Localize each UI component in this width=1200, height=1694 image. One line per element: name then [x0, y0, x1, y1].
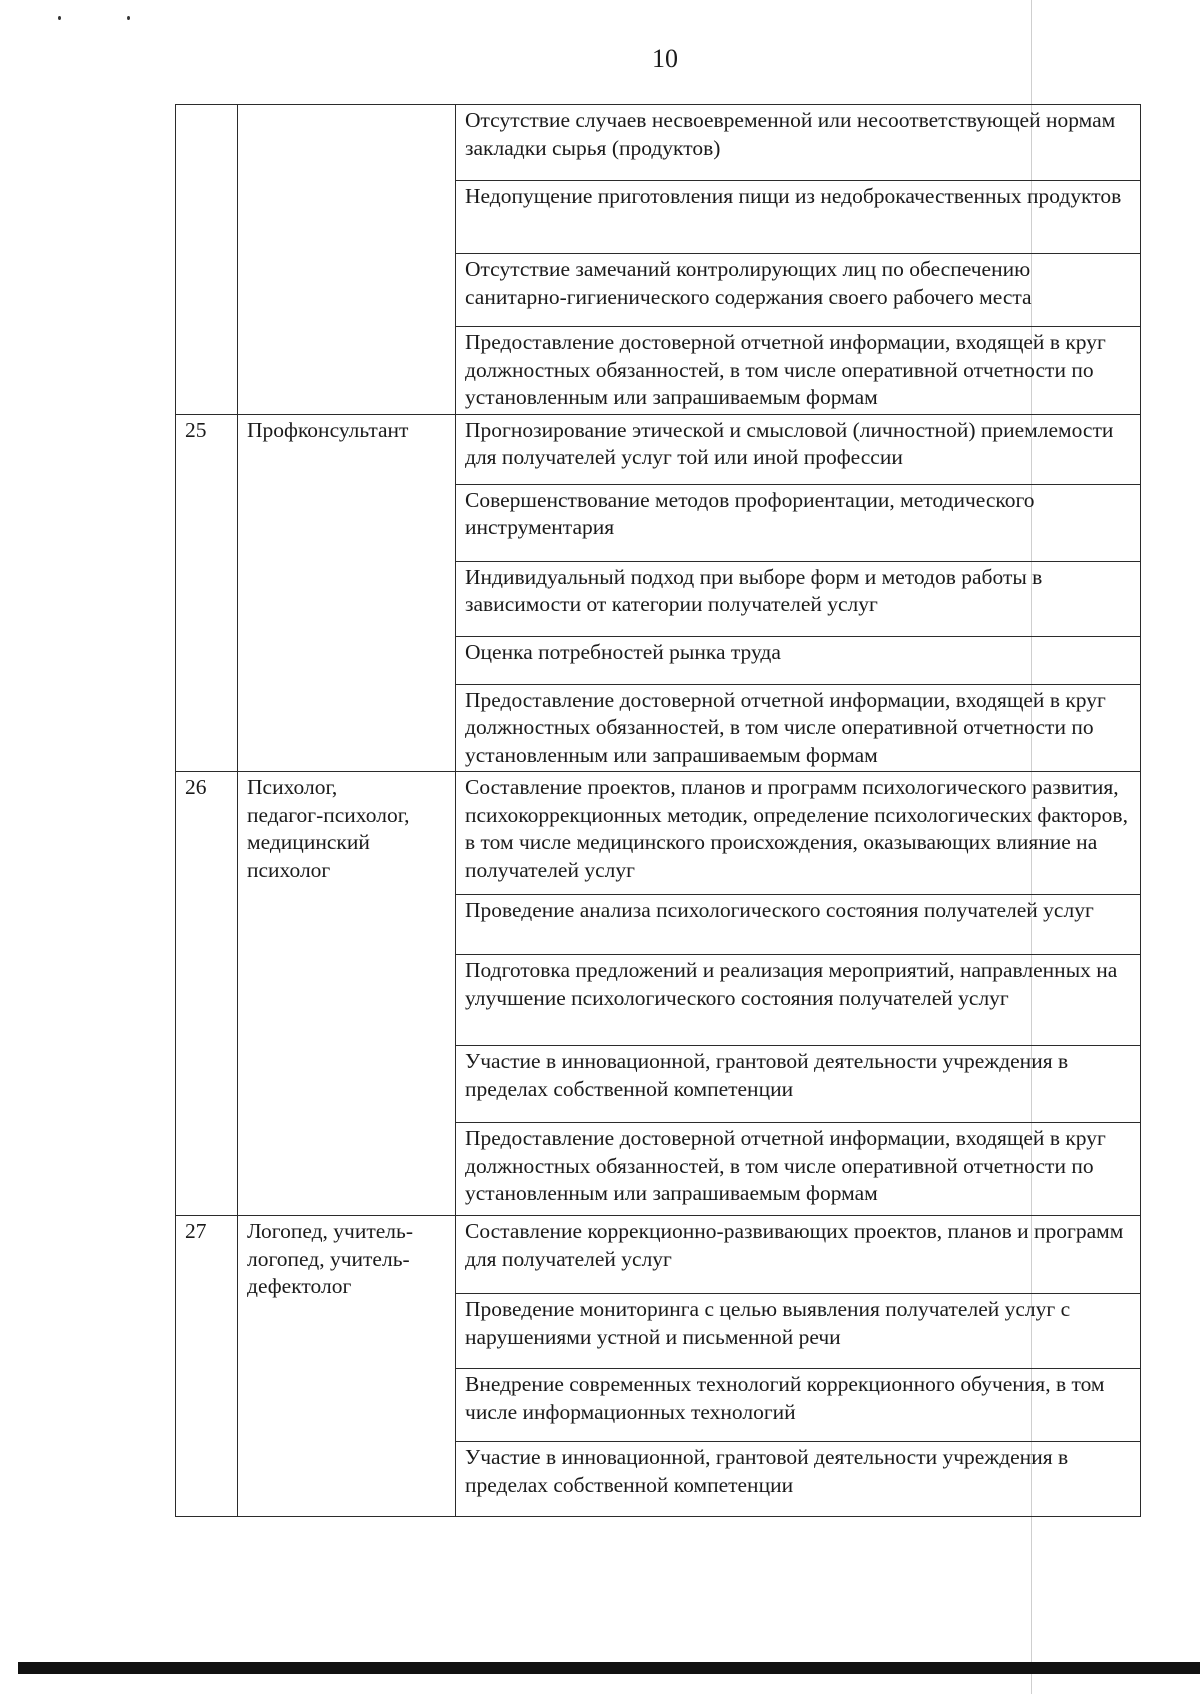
position-name — [238, 105, 456, 415]
position-name: Логопед, учитель- логопед, учитель- дефектолог — [238, 1216, 456, 1517]
duty-cell: Участие в инновационной, грантовой деятельности учреждения в пределах собственной компетенции — [456, 1046, 1141, 1123]
duty-cell: Прогнозирование этической и смысловой (личностной) приемлемости для получателей услуг той или иной профессии — [456, 414, 1141, 484]
duty-cell: Недопущение приготовления пищи из недоброкачественных продуктов — [456, 181, 1141, 254]
row-number: 27 — [176, 1216, 238, 1517]
duty-cell: Отсутствие замечаний контролирующих лиц по обеспечению санитарно-гигиенического содержания своего рабочего места — [456, 254, 1141, 327]
duty-cell: Отсутствие случаев несвоевременной или несоответствующей нормам закладки сырья (продуктов) — [456, 105, 1141, 181]
page-number: 10 — [652, 44, 678, 73]
duty-cell: Внедрение современных технологий коррекционного обучения, в том числе информационных технологий — [456, 1369, 1141, 1442]
row-number: 26 — [176, 772, 238, 1216]
duty-cell: Составление коррекционно-развивающих проектов, планов и программ для получателей услуг — [456, 1216, 1141, 1294]
scan-speck — [127, 16, 130, 20]
duty-cell: Оценка потребностей рынка труда — [456, 636, 1141, 684]
duty-cell: Проведение анализа психологического состояния получателей услуг — [456, 895, 1141, 955]
scan-speck — [58, 16, 61, 20]
duty-cell: Предоставление достоверной отчетной информации, входящей в круг должностных обязанностей, в том числе оперативной отчетности по установленным или запрашиваемым формам — [456, 1123, 1141, 1216]
table-row — [176, 772, 1141, 895]
duty-cell: Предоставление достоверной отчетной информации, входящей в круг должностных обязанностей, в том числе оперативной отчетности по установленным или запрашиваемым формам — [456, 684, 1141, 772]
table-row — [176, 105, 1141, 181]
position-name: Психолог, педагог-психолог, медицинский психолог — [238, 772, 456, 1216]
table-row — [176, 1216, 1141, 1294]
duty-cell: Составление проектов, планов и программ психологического развития, психокоррекционных методик, определение психологических факторов, в том числе медицинского происхождения, оказывающих влияние на получателей услуг — [456, 772, 1141, 895]
row-number — [176, 105, 238, 415]
duty-cell: Предоставление достоверной отчетной информации, входящей в круг должностных обязанностей, в том числе оперативной отчетности по установленным или запрашиваемым формам — [456, 327, 1141, 415]
duty-cell: Совершенствование методов профориентации, методического инструментария — [456, 484, 1141, 561]
duty-cell: Участие в инновационной, грантовой деятельности учреждения в пределах собственной компетенции — [456, 1442, 1141, 1517]
duties-table — [175, 104, 1141, 1517]
duty-cell: Проведение мониторинга с целью выявления получателей услуг с нарушениями устной и письменной речи — [456, 1294, 1141, 1369]
row-number: 25 — [176, 414, 238, 772]
scan-edge-bar — [18, 1662, 1200, 1674]
position-name: Профконсультант — [238, 414, 456, 772]
duty-cell: Индивидуальный подход при выборе форм и методов работы в зависимости от категории получателей услуг — [456, 561, 1141, 636]
table-row — [176, 414, 1141, 484]
duty-cell: Подготовка предложений и реализация мероприятий, направленных на улучшение психологического состояния получателей услуг — [456, 955, 1141, 1046]
